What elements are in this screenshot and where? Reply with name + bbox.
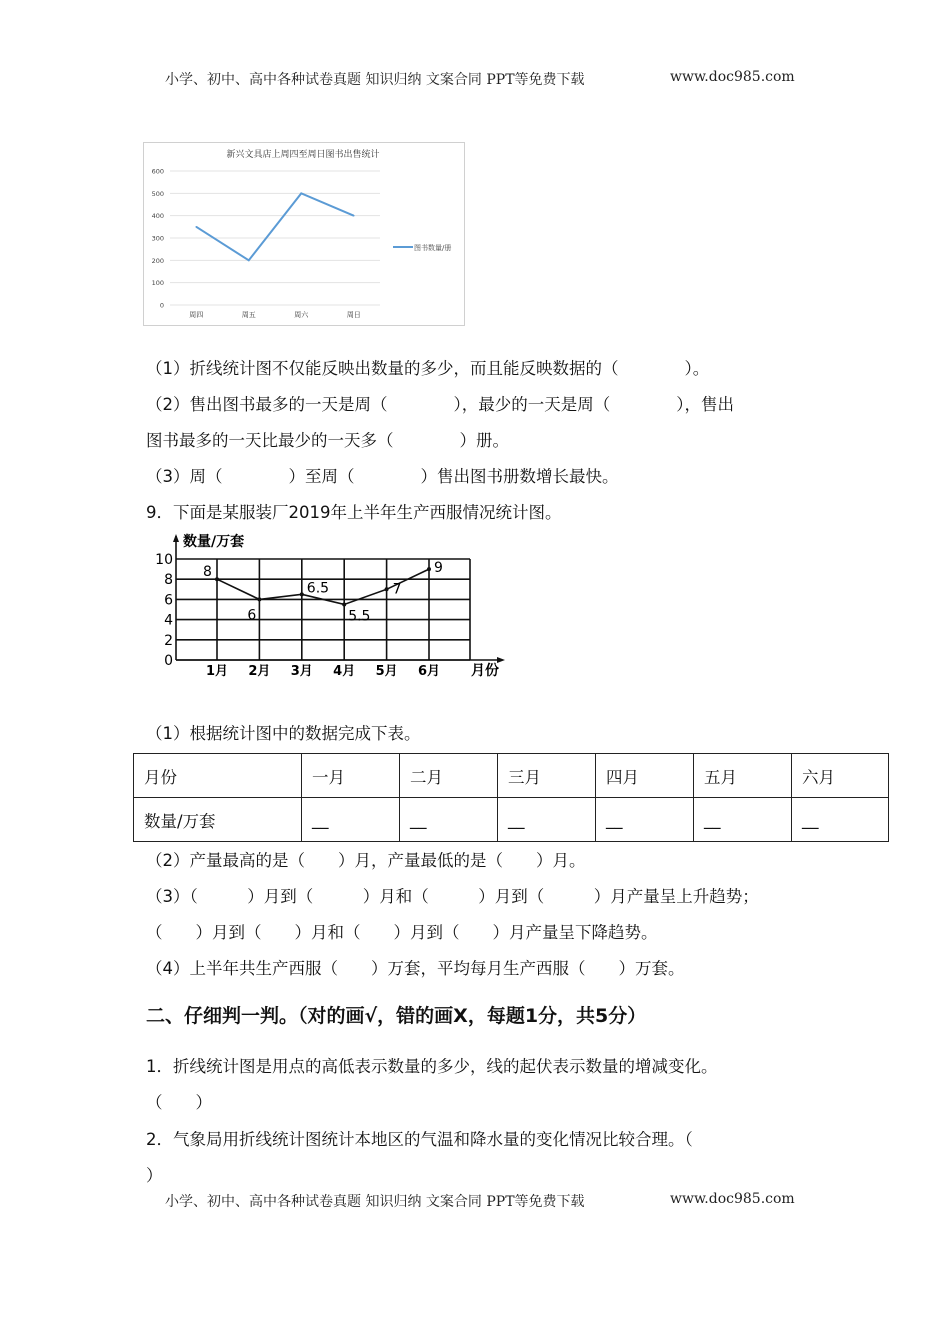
table-row bbox=[134, 754, 889, 798]
data-label: 8 bbox=[203, 564, 212, 581]
y-tick-label: 8 bbox=[164, 572, 173, 589]
table-header: 月份 bbox=[134, 754, 302, 798]
x-axis-arrow bbox=[497, 657, 505, 663]
chart-title: 新兴文具店上周四至周日图书出售统计 bbox=[226, 150, 380, 160]
data-point bbox=[257, 597, 261, 601]
answer-blank[interactable]: __ bbox=[596, 798, 694, 842]
y-tick-label: 400 bbox=[151, 212, 164, 221]
y-tick-label: 0 bbox=[164, 653, 173, 669]
y-tick-label: 2 bbox=[164, 632, 173, 649]
data-point bbox=[195, 226, 197, 228]
answer-blank[interactable]: __ bbox=[498, 798, 596, 842]
y-tick-label: 4 bbox=[164, 612, 173, 629]
y-tick-label: 10 bbox=[155, 552, 173, 568]
x-tick-label: 5月 bbox=[375, 664, 398, 679]
book-sales-line-chart bbox=[143, 142, 465, 326]
suit-production-line-chart bbox=[145, 528, 515, 683]
y-tick-label: 6 bbox=[164, 592, 173, 609]
data-label: 9 bbox=[434, 560, 443, 577]
x-tick-label: 周六 bbox=[294, 311, 309, 319]
answer-blank[interactable]: __ bbox=[694, 798, 792, 842]
data-point bbox=[342, 602, 346, 606]
y-axis-arrow bbox=[173, 534, 179, 542]
x-tick-label: 6月 bbox=[417, 664, 441, 679]
chart-frame bbox=[144, 143, 465, 326]
x-tick-label: 3月 bbox=[290, 664, 313, 679]
table-header: 三月 bbox=[498, 754, 596, 798]
q8-line-1: （1）折线统计图不仅能反映出数量的多少，而且能反映数据的（ ）。 bbox=[146, 359, 710, 378]
y-tick-label: 500 bbox=[151, 189, 164, 198]
answer-blank[interactable]: __ bbox=[302, 798, 400, 842]
data-point bbox=[300, 592, 304, 596]
data-point bbox=[385, 587, 389, 591]
y-axis-label: 数量/万套 bbox=[183, 534, 245, 550]
x-axis-label: 月份 bbox=[471, 663, 499, 679]
table-header: 四月 bbox=[596, 754, 694, 798]
footer-text: 小学、初中、高中各种试卷真题 知识归纳 文案合同 PPT等免费下载 bbox=[165, 1194, 585, 1210]
answer-blank[interactable]: __ bbox=[792, 798, 889, 842]
data-point bbox=[300, 193, 302, 195]
data-point bbox=[353, 215, 355, 217]
x-tick-label: 周五 bbox=[241, 311, 256, 319]
q8-line-4: （3）周（ ）至周（ ）售出图书册数增长最快。 bbox=[146, 467, 619, 486]
data-label: 6 bbox=[247, 607, 257, 624]
x-tick-label: 周四 bbox=[189, 311, 204, 319]
judge-q2: 2．气象局用折线统计图统计本地区的气温和降水量的变化情况比较合理。（ bbox=[146, 1130, 693, 1149]
y-tick-label: 0 bbox=[159, 301, 164, 310]
header-url[interactable]: www.doc985.com bbox=[670, 69, 795, 85]
data-point bbox=[427, 567, 431, 571]
data-label: 5.5 bbox=[348, 608, 371, 625]
table-header: 二月 bbox=[400, 754, 498, 798]
x-tick-label: 4月 bbox=[333, 664, 356, 679]
q9-part3: （3）（ ）月到（ ）月和（ ）月到（ ）月产量呈上升趋势； bbox=[146, 887, 759, 906]
row-label: 数量/万套 bbox=[134, 798, 302, 842]
judge-q1: 1．折线统计图是用点的高低表示数量的多少，线的起伏表示数量的增减变化。 bbox=[146, 1057, 718, 1076]
q8-line-3: 图书最多的一天比最少的一天多（ ）册。 bbox=[146, 431, 509, 450]
legend-label: 图书数量/册 bbox=[414, 244, 452, 252]
q9-title: 9．下面是某服装厂2019年上半年生产西服情况统计图。 bbox=[146, 503, 562, 522]
x-tick-label: 周日 bbox=[346, 311, 361, 319]
answer-blank[interactable]: __ bbox=[400, 798, 498, 842]
q9-part1: （1）根据统计图中的数据完成下表。 bbox=[146, 724, 421, 743]
y-tick-label: 300 bbox=[151, 234, 164, 243]
q9-part4: （4）上半年共生产西服（ ）万套，平均每月生产西服（ ）万套。 bbox=[146, 959, 685, 978]
table-header: 一月 bbox=[302, 754, 400, 798]
data-table bbox=[133, 753, 889, 842]
data-label: 6.5 bbox=[306, 580, 330, 597]
q9-part2: （2）产量最高的是（ ）月，产量最低的是（ ）月。 bbox=[146, 851, 586, 870]
y-tick-label: 200 bbox=[151, 256, 164, 265]
x-tick-label: 1月 bbox=[205, 664, 229, 679]
q8-line-2: （2）售出图书最多的一天是周（ ），最少的一天是周（ ），售出 bbox=[146, 395, 734, 414]
y-tick-label: 100 bbox=[151, 279, 164, 288]
data-point bbox=[248, 260, 250, 262]
y-tick-label: 600 bbox=[151, 167, 164, 176]
q9-part3b: （ ）月到（ ）月和（ ）月到（ ）月产量呈下降趋势。 bbox=[146, 923, 658, 942]
judge-q1-blank[interactable]: （ ） bbox=[146, 1093, 212, 1112]
x-tick-label: 2月 bbox=[248, 664, 271, 679]
table-row bbox=[134, 798, 889, 842]
judge-q2-blank[interactable]: ） bbox=[146, 1166, 163, 1185]
table-header: 五月 bbox=[694, 754, 792, 798]
section-heading: 二、仔细判一判。（对的画√，错的画X，每题1分，共5分） bbox=[146, 1005, 647, 1027]
header-text: 小学、初中、高中各种试卷真题 知识归纳 文案合同 PPT等免费下载 bbox=[165, 72, 585, 88]
footer-url[interactable]: www.doc985.com bbox=[670, 1191, 795, 1207]
data-label: 7 bbox=[392, 581, 402, 598]
data-point bbox=[215, 577, 219, 581]
table-header: 六月 bbox=[792, 754, 889, 798]
